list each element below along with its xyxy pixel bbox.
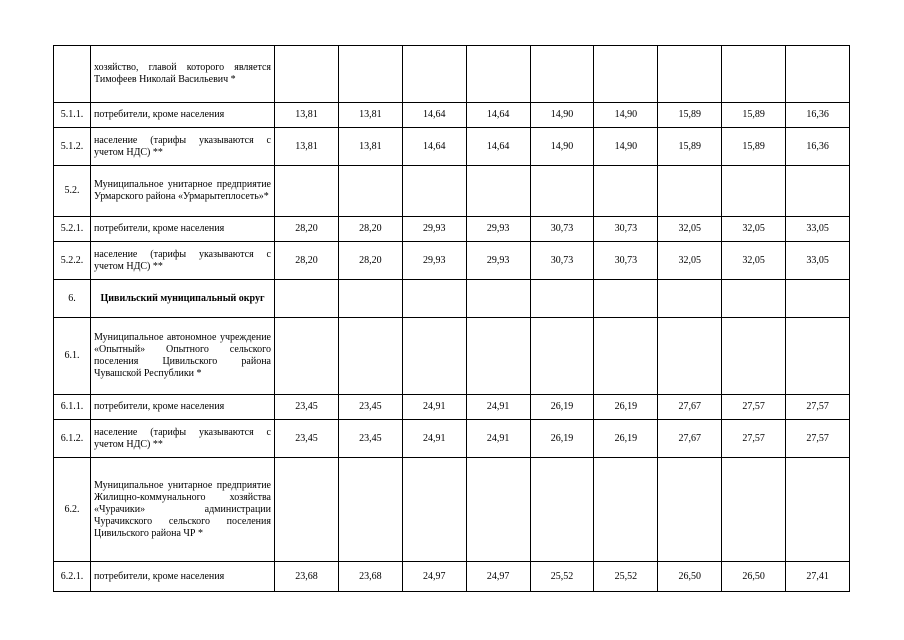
row-name: потребители, кроме населения (91, 217, 275, 242)
tariff-value-cell (275, 280, 339, 318)
row-number: 6.2. (54, 458, 91, 562)
tariff-value-cell: 33,05 (786, 242, 850, 280)
tariff-value-cell: 24,91 (466, 420, 530, 458)
table-row (54, 128, 850, 166)
table-row (54, 217, 850, 242)
row-number: 6.1.2. (54, 420, 91, 458)
tariff-table-body (54, 46, 850, 592)
row-number: 5.1.1. (54, 103, 91, 128)
tariff-value-cell (786, 458, 850, 562)
tariff-value-cell (658, 46, 722, 103)
tariff-value-cell (786, 318, 850, 395)
tariff-value-cell: 14,90 (594, 103, 658, 128)
row-name: население (тарифы указываются с учетом НДС) ** (91, 128, 275, 166)
row-number: 6.1.1. (54, 395, 91, 420)
tariff-value-cell: 24,97 (466, 562, 530, 592)
tariff-value-cell: 23,68 (338, 562, 402, 592)
tariff-value-cell (786, 280, 850, 318)
tariff-value-cell: 30,73 (594, 242, 658, 280)
tariff-table (53, 45, 850, 592)
row-name: Муниципальное унитарное предприятие Урмарского района «Урмарытеплосеть»* (91, 166, 275, 217)
tariff-value-cell: 13,81 (338, 128, 402, 166)
table-row (54, 103, 850, 128)
row-name: хозяйство, главой которого является Тимофеев Николай Васильевич * (91, 46, 275, 103)
tariff-value-cell: 26,19 (594, 420, 658, 458)
tariff-value-cell (275, 46, 339, 103)
tariff-value-cell: 26,19 (594, 395, 658, 420)
tariff-value-cell (722, 46, 786, 103)
tariff-value-cell (466, 280, 530, 318)
tariff-value-cell: 27,57 (786, 395, 850, 420)
tariff-value-cell: 15,89 (658, 103, 722, 128)
tariff-value-cell (594, 166, 658, 217)
tariff-value-cell: 25,52 (530, 562, 594, 592)
row-number: 6. (54, 280, 91, 318)
tariff-value-cell (338, 166, 402, 217)
tariff-value-cell: 32,05 (658, 242, 722, 280)
tariff-value-cell: 23,45 (275, 395, 339, 420)
tariff-value-cell: 13,81 (275, 128, 339, 166)
tariff-value-cell (402, 46, 466, 103)
tariff-value-cell: 27,57 (786, 420, 850, 458)
tariff-value-cell: 26,19 (530, 420, 594, 458)
tariff-value-cell: 14,64 (466, 128, 530, 166)
tariff-value-cell (466, 166, 530, 217)
row-name: потребители, кроме населения (91, 103, 275, 128)
tariff-value-cell: 14,64 (402, 103, 466, 128)
tariff-value-cell: 24,97 (402, 562, 466, 592)
tariff-value-cell: 29,93 (466, 217, 530, 242)
tariff-value-cell (658, 318, 722, 395)
row-name: Цивильский муниципальный округ (91, 280, 275, 318)
table-row (54, 458, 850, 562)
tariff-value-cell: 16,36 (786, 128, 850, 166)
tariff-value-cell (530, 280, 594, 318)
tariff-value-cell (722, 318, 786, 395)
table-row (54, 242, 850, 280)
tariff-value-cell: 14,90 (530, 128, 594, 166)
tariff-value-cell: 27,67 (658, 395, 722, 420)
tariff-value-cell: 28,20 (338, 242, 402, 280)
tariff-value-cell (722, 280, 786, 318)
table-row (54, 280, 850, 318)
tariff-value-cell: 26,50 (658, 562, 722, 592)
tariff-value-cell: 27,57 (722, 420, 786, 458)
tariff-value-cell (338, 280, 402, 318)
tariff-value-cell: 14,64 (466, 103, 530, 128)
row-number: 6.2.1. (54, 562, 91, 592)
tariff-value-cell: 16,36 (786, 103, 850, 128)
tariff-value-cell: 15,89 (658, 128, 722, 166)
tariff-value-cell: 32,05 (722, 217, 786, 242)
tariff-value-cell: 30,73 (530, 217, 594, 242)
row-name: Муниципальное унитарное предприятие Жилищно-коммунального хозяйства «Чурачики» администрации Чурачикского сельского поселения Цивильского района ЧР * (91, 458, 275, 562)
tariff-value-cell: 27,41 (786, 562, 850, 592)
tariff-value-cell (594, 46, 658, 103)
row-number: 5.1.2. (54, 128, 91, 166)
tariff-value-cell: 13,81 (338, 103, 402, 128)
tariff-value-cell: 15,89 (722, 103, 786, 128)
tariff-value-cell (466, 458, 530, 562)
tariff-value-cell: 23,45 (338, 420, 402, 458)
tariff-value-cell (786, 46, 850, 103)
tariff-value-cell (338, 458, 402, 562)
tariff-value-cell: 33,05 (786, 217, 850, 242)
tariff-value-cell: 25,52 (594, 562, 658, 592)
tariff-value-cell: 24,91 (402, 395, 466, 420)
tariff-value-cell (722, 166, 786, 217)
row-name: население (тарифы указываются с учетом НДС) ** (91, 242, 275, 280)
tariff-value-cell: 23,45 (338, 395, 402, 420)
tariff-value-cell (338, 318, 402, 395)
table-row (54, 46, 850, 103)
tariff-value-cell: 14,90 (530, 103, 594, 128)
tariff-value-cell (530, 318, 594, 395)
tariff-value-cell (594, 318, 658, 395)
tariff-value-cell (402, 458, 466, 562)
tariff-value-cell (530, 166, 594, 217)
tariff-value-cell: 23,68 (275, 562, 339, 592)
tariff-value-cell: 28,20 (338, 217, 402, 242)
tariff-value-cell: 13,81 (275, 103, 339, 128)
table-row (54, 166, 850, 217)
tariff-value-cell: 24,91 (402, 420, 466, 458)
tariff-value-cell (338, 46, 402, 103)
row-name: население (тарифы указываются с учетом НДС) ** (91, 420, 275, 458)
tariff-value-cell: 28,20 (275, 217, 339, 242)
tariff-value-cell: 30,73 (594, 217, 658, 242)
tariff-value-cell: 23,45 (275, 420, 339, 458)
tariff-value-cell: 29,93 (402, 217, 466, 242)
tariff-value-cell (466, 46, 530, 103)
row-number: 5.2. (54, 166, 91, 217)
tariff-value-cell (722, 458, 786, 562)
tariff-value-cell (594, 458, 658, 562)
row-number: 5.2.1. (54, 217, 91, 242)
tariff-value-cell (658, 166, 722, 217)
tariff-value-cell (275, 458, 339, 562)
tariff-value-cell: 26,50 (722, 562, 786, 592)
tariff-value-cell: 14,90 (594, 128, 658, 166)
tariff-value-cell: 14,64 (402, 128, 466, 166)
tariff-value-cell (275, 318, 339, 395)
table-row (54, 420, 850, 458)
tariff-value-cell: 32,05 (722, 242, 786, 280)
tariff-value-cell: 26,19 (530, 395, 594, 420)
tariff-value-cell: 24,91 (466, 395, 530, 420)
tariff-value-cell (530, 46, 594, 103)
tariff-value-cell: 28,20 (275, 242, 339, 280)
tariff-value-cell (786, 166, 850, 217)
tariff-value-cell (402, 318, 466, 395)
tariff-value-cell: 15,89 (722, 128, 786, 166)
tariff-value-cell (466, 318, 530, 395)
row-number (54, 46, 91, 103)
tariff-value-cell (402, 166, 466, 217)
tariff-value-cell: 29,93 (402, 242, 466, 280)
tariff-value-cell: 30,73 (530, 242, 594, 280)
row-number: 6.1. (54, 318, 91, 395)
tariff-value-cell (275, 166, 339, 217)
tariff-value-cell (658, 280, 722, 318)
table-row (54, 562, 850, 592)
tariff-value-cell (530, 458, 594, 562)
tariff-value-cell (658, 458, 722, 562)
tariff-value-cell (402, 280, 466, 318)
tariff-value-cell: 27,57 (722, 395, 786, 420)
table-row (54, 318, 850, 395)
row-number: 5.2.2. (54, 242, 91, 280)
row-name: потребители, кроме населения (91, 562, 275, 592)
table-row (54, 395, 850, 420)
row-name: Муниципальное автономное учреждение «Опытный» Опытного сельского поселения Цивильского района Чувашской Республики * (91, 318, 275, 395)
tariff-value-cell (594, 280, 658, 318)
tariff-value-cell: 29,93 (466, 242, 530, 280)
tariff-value-cell: 27,67 (658, 420, 722, 458)
tariff-value-cell: 32,05 (658, 217, 722, 242)
row-name: потребители, кроме населения (91, 395, 275, 420)
